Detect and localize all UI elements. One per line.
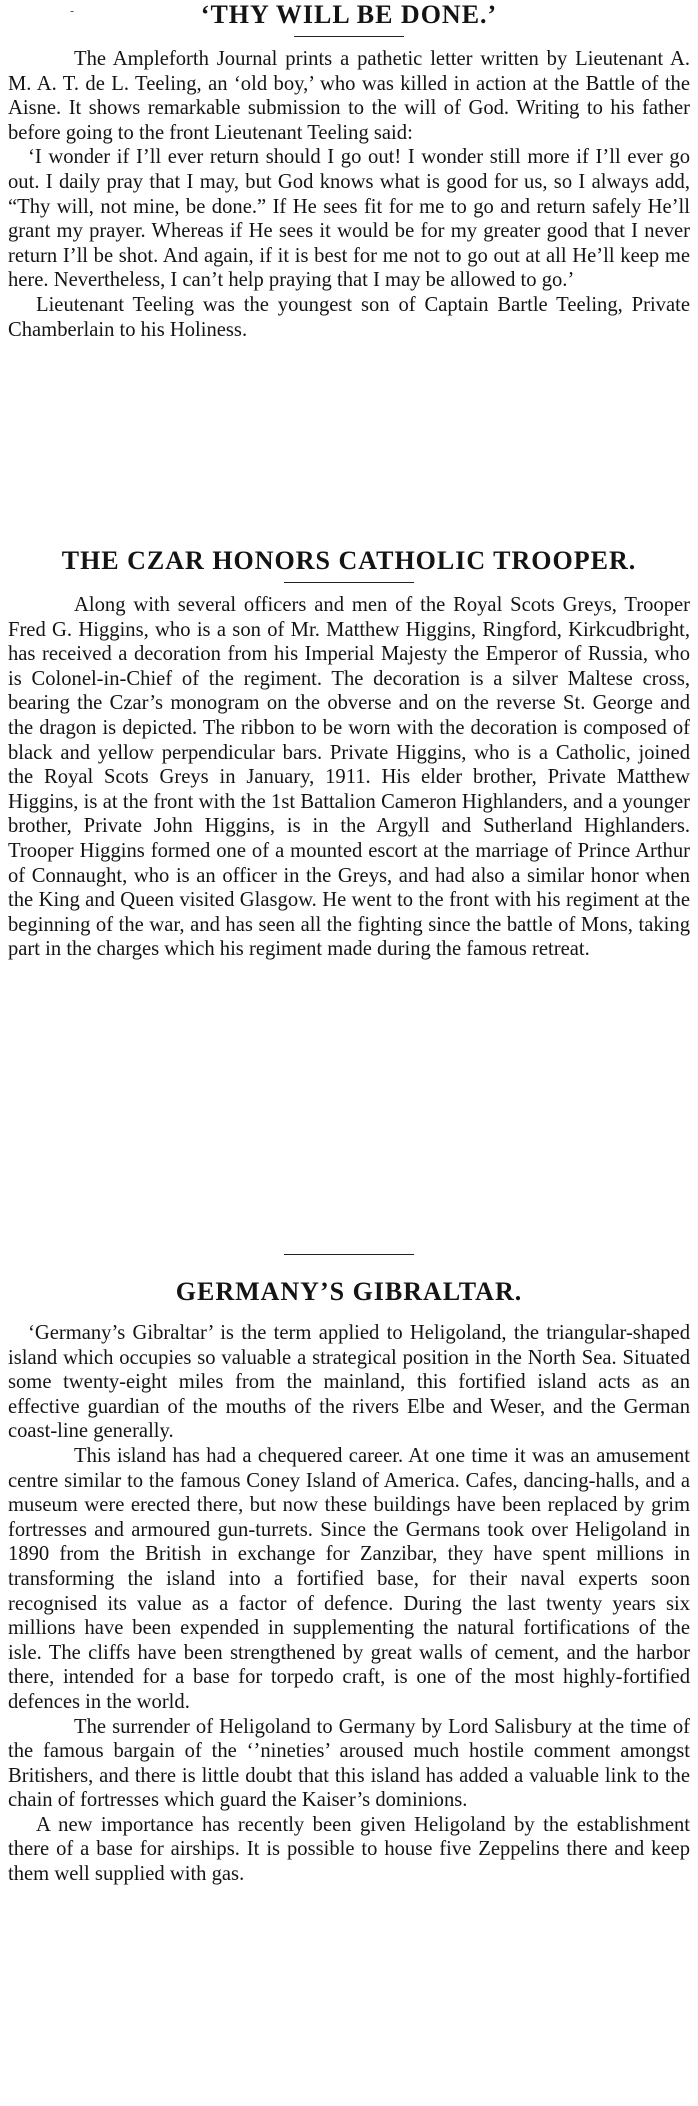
article-paragraph: ‘Germany’s Gibraltar’ is the term applied to Heligoland, the triangular-shaped island which occupies so valuable a strategical position in the North Sea. Situated some twenty-eight miles from the mainland, this fortified island acts as an effective guardian of the mouths of the rivers Elbe and Weser, and the German coast-line generally.: [8, 1322, 690, 1443]
article-paragraph: This island has had a chequered career. At one time it was an amusement centre similar to the famous Coney Island of America. Cafes, dancing-halls, and a museum were erected there, but now these buildings have been replaced by grim fortresses and armoured gun-turrets. Since the Germans took over Heligoland in 1890 from the British in exchange for Zanzibar, they have spent millions in transforming the island into a fortified base, for their naval experts soon recognised its value as a factor of defence. During the last twenty years six millions have been expended in supplementing the natural fortifications of the isle. The cliffs have been strengthened by great walls of cement, and the harbor there, intended for a base for torpedo craft, is one of the most highly-fortified defences in the world.: [8, 1444, 690, 1713]
printer-mark: -: [70, 4, 75, 18]
article-title: GERMANY’S GIBRALTAR.: [175, 1277, 523, 1306]
article-paragraph: The Ampleforth Journal prints a pathetic letter written by Lieutenant A. M. A. T. de L. Teeling, an ‘old boy,’ who was killed in action at the Battle of the Aisne. It shows remarkable submission to the will of God. Writing to his father before going to the front Lieutenant Teeling said:: [8, 48, 690, 144]
article-czar-honors-trooper: [8, 546, 690, 962]
title-rule: [284, 582, 414, 583]
article-germanys-gibraltar: [8, 1254, 690, 1887]
article-title: THE CZAR HONORS CATHOLIC TROOPER.: [61, 546, 637, 575]
article-paragraph: Lieutenant Teeling was the youngest son of Captain Bartle Teeling, Private Chamberlain to his Holiness.: [8, 293, 690, 341]
article-paragraph: The surrender of Heligoland to Germany by Lord Salisbury at the time of the famous bargain of the ‘’nineties’ aroused much hostile comment amongst Britishers, and there is little doubt that this island has added a valuable link to the chain of fortresses which guard the Kaiser’s dominions.: [8, 1715, 690, 1812]
article-thy-will-be-done: [8, 0, 690, 342]
article-paragraph: Along with several officers and men of the Royal Scots Greys, Trooper Fred G. Higgins, who is a son of Mr. Matthew Higgins, Ringford, Kirkcudbright, has received a decoration from his Imperial Majesty the Emperor of Russia, who is Colonel-in-Chief of the regiment. The decoration is a silver Maltese cross, bearing the Czar’s monogram on the obverse and on the reverse St. George and the dragon is depicted. The ribbon to be worn with the decoration is composed of black and yellow perpendicular bars. Private Higgins, who is a Catholic, joined the Royal Scots Greys in January, 1911. His elder brother, Private Matthew Higgins, is at the front with the 1st Battalion Cameron Highlanders, and a younger brother, Private John Higgins, is in the Argyll and Sutherland Highlanders. Trooper Higgins formed one of a mounted escort at the marriage of Prince Arthur of Connaught, who is an officer in the Greys, and had also a similar honor when the King and Queen visited Glasgow. He went to the front with his regiment at the beginning of the war, and has seen all the fighting since the battle of Mons, taking part in the charges which his regiment made during the famous retreat.: [8, 594, 690, 961]
article-paragraph: A new importance has recently been given Heligoland by the establishment there of a base for airships. It is possible to house five Zeppelins there and keep them well supplied with gas.: [8, 1813, 690, 1886]
section-rule: [284, 1254, 414, 1255]
article-title: ‘THY WILL BE DONE.’: [200, 0, 498, 29]
article-paragraph: ‘I wonder if I’ll ever return should I go out! I wonder still more if I’ll ever go out. I daily pray that I may, but God knows what is good for us, so I always add, “Thy will, not mine, be done.” If He sees fit for me to go and return safely He’ll grant my prayer. Whereas if He sees it would be for my greater good that I never return I’ll be shot. And again, if it is best for me not to go out at all He’ll keep me here. Nevertheless, I can’t help praying that I may be allowed to go.’: [8, 146, 690, 292]
title-rule: [294, 36, 404, 37]
